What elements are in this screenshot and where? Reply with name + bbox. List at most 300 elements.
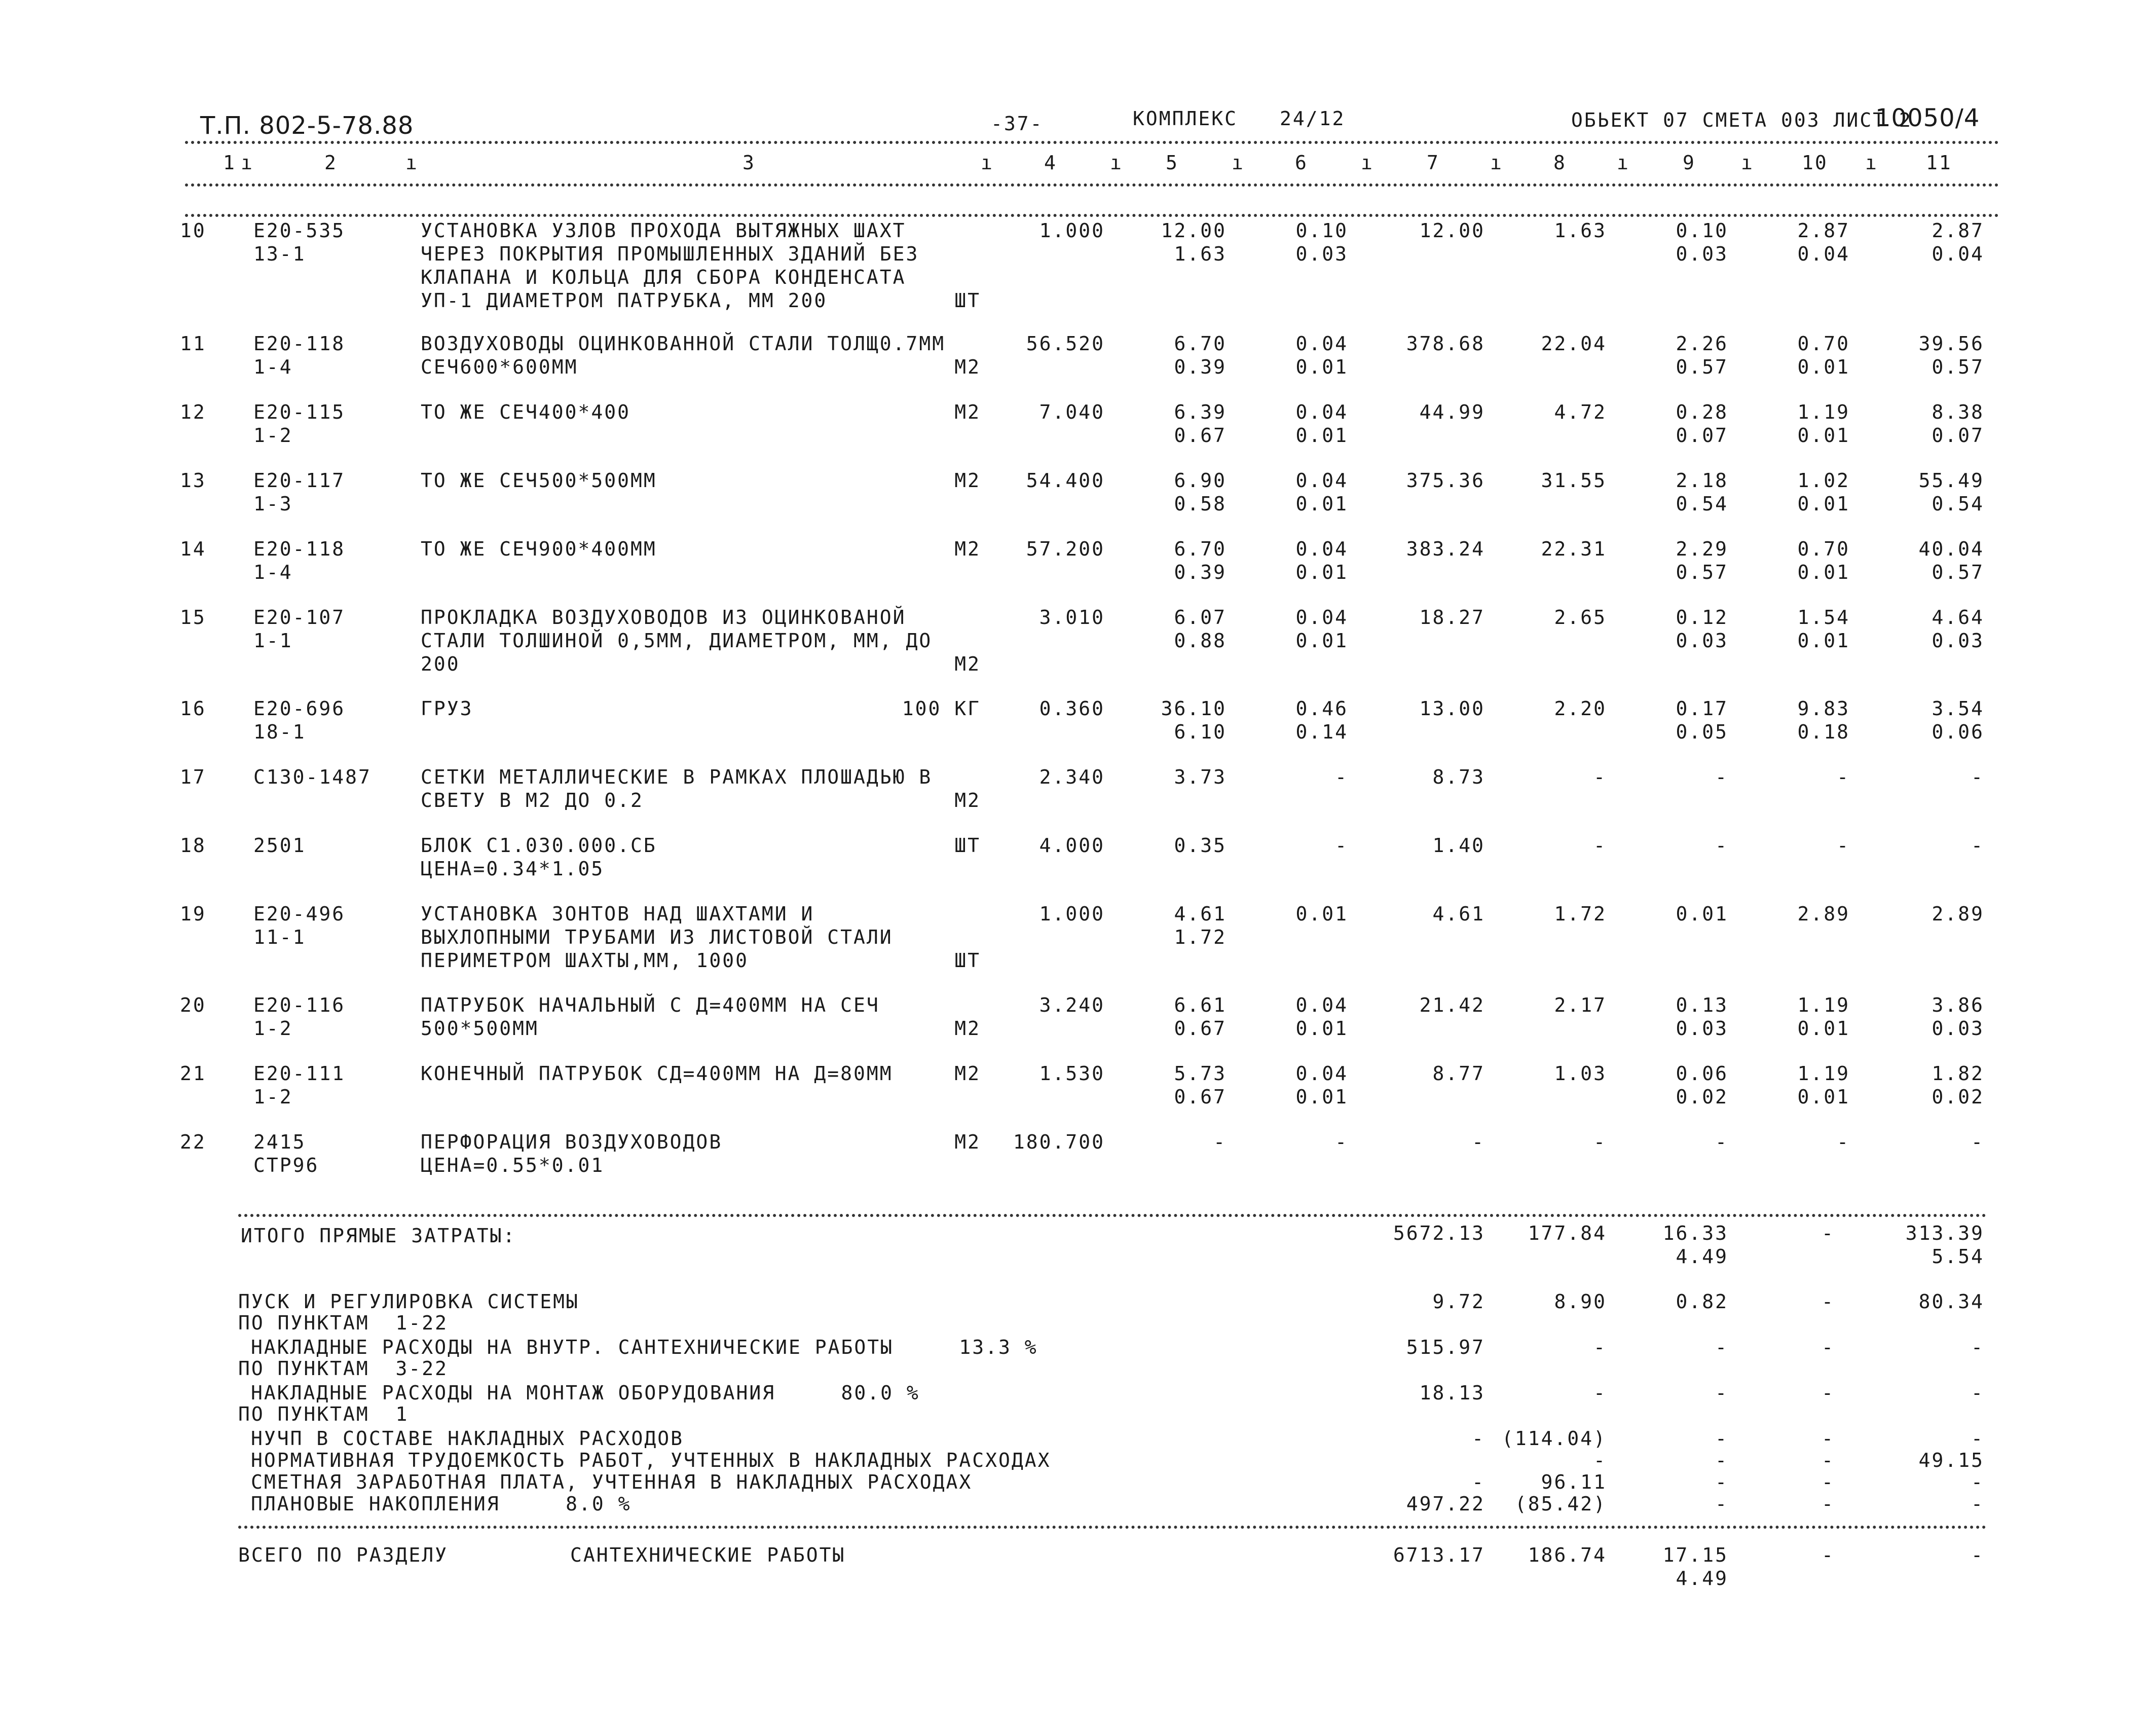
row-quantity: 180.700 [1013, 1131, 1105, 1153]
row-col5: 6.39 [1174, 401, 1227, 423]
row-col5: 6.70 [1174, 333, 1227, 355]
column-number: 3 [742, 152, 756, 174]
row-description: КЛАПАНА И КОЛЬЦА ДЛЯ СБОРА КОНДЕНСАТА [421, 266, 906, 288]
section-c10: - [1822, 1544, 1835, 1566]
row-subcode: 1-3 [253, 493, 293, 515]
row-col6: 0.10 [1295, 219, 1348, 242]
row-col11: 3.54 [1931, 697, 1984, 720]
row-col11: 0.57 [1931, 356, 1984, 378]
row-col11: 8.38 [1931, 401, 1984, 423]
row-col10: 1.19 [1797, 401, 1850, 423]
complex-value: 24/12 [1280, 107, 1346, 130]
row-col6: 0.46 [1295, 697, 1348, 720]
totals-line-c7: 515.97 [1406, 1336, 1485, 1358]
row-col8: 2.17 [1554, 994, 1607, 1016]
row-number: 21 [180, 1062, 206, 1085]
row-code: Е20-535 [253, 219, 346, 242]
row-col7: 8.77 [1432, 1062, 1485, 1085]
row-code: Е20-696 [253, 697, 346, 720]
row-col5: 0.35 [1174, 834, 1227, 857]
totals-line-scope: ПО ПУНКТАМ 1-22 [238, 1312, 449, 1334]
direct-costs-label: ИТОГО ПРЯМЫЕ ЗАТРАТЫ: [241, 1225, 516, 1247]
row-col6: 0.04 [1295, 1062, 1348, 1085]
column-number: 5 [1166, 152, 1179, 174]
row-col9: 0.57 [1676, 561, 1728, 583]
totals-line-c8: (114.04) [1501, 1427, 1607, 1450]
row-description: СЕЧ600*600ММ [421, 356, 578, 378]
direct-c11: 313.39 [1905, 1222, 1984, 1244]
row-col11: 0.06 [1931, 721, 1984, 743]
row-description: УСТАНОВКА ЗОНТОВ НАД ШАХТАМИ И [421, 903, 814, 925]
row-description: ГРУЗ [421, 697, 473, 720]
header-rule-bottom [185, 214, 1999, 217]
column-separator: ı [1110, 152, 1123, 174]
row-col10: 0.70 [1797, 538, 1850, 560]
row-col7: - [1472, 1131, 1485, 1153]
row-unit: ШТ [954, 289, 981, 312]
row-col5: 0.39 [1174, 356, 1227, 378]
row-subcode: 1-2 [253, 1017, 293, 1040]
totals-line-c9: 0.82 [1676, 1290, 1728, 1313]
row-col7: 12.00 [1419, 219, 1485, 242]
row-col11: 0.02 [1931, 1086, 1984, 1108]
totals-line-c9: - [1715, 1427, 1728, 1450]
row-col7: 378.68 [1406, 333, 1485, 355]
direct-c9b: 4.49 [1676, 1245, 1728, 1268]
row-description: СЕТКИ МЕТАЛЛИЧЕСКИЕ В РАМКАХ ПЛОШАДЬЮ В [421, 766, 933, 788]
section-total-name: САНТЕХНИЧЕСКИЕ РАБОТЫ [570, 1544, 846, 1566]
row-quantity: 1.530 [1039, 1062, 1105, 1085]
row-col6: 0.04 [1295, 333, 1348, 355]
row-description: УСТАНОВКА УЗЛОВ ПРОХОДА ВЫТЯЖНЫХ ШАХТ [421, 219, 906, 242]
totals-line-c8: 96.11 [1541, 1471, 1607, 1493]
row-col5: 6.61 [1174, 994, 1227, 1016]
row-col9: 0.54 [1676, 493, 1728, 515]
row-number: 13 [180, 469, 206, 492]
row-subcode: 1-2 [253, 424, 293, 447]
row-col7: 18.27 [1419, 606, 1485, 629]
row-number: 10 [180, 219, 206, 242]
row-col6: 0.01 [1295, 903, 1348, 925]
totals-line-c8: (85.42) [1514, 1493, 1607, 1515]
row-description: ПЕРИМЕТРОМ ШАХТЫ,ММ, 1000 [421, 949, 749, 972]
row-code: Е20-117 [253, 469, 346, 492]
row-col11: 39.56 [1918, 333, 1984, 355]
column-separator: ı [405, 152, 419, 174]
totals-line-label: НОРМАТИВНАЯ ТРУДОЕМКОСТЬ РАБОТ, УЧТЕННЫХ В НАКЛАДНЫХ РАСХОДАХ [251, 1449, 1051, 1471]
row-description: ВОЗДУХОВОДЫ ОЦИНКОВАННОЙ СТАЛИ ТОЛЩ0.7ММ [421, 333, 946, 355]
header-rule-mid [185, 183, 1999, 187]
row-col9: - [1715, 766, 1728, 788]
totals-line-c9: - [1715, 1471, 1728, 1493]
row-quantity: 3.010 [1039, 606, 1105, 629]
row-code: 2415 [253, 1131, 306, 1153]
row-code: Е20-496 [253, 903, 346, 925]
row-col5: 0.39 [1174, 561, 1227, 583]
row-col6: 0.01 [1295, 630, 1348, 652]
totals-line-c10: - [1822, 1336, 1835, 1358]
column-separator: ı [1741, 152, 1754, 174]
row-col7: 4.61 [1432, 903, 1485, 925]
row-col9: 0.06 [1676, 1062, 1728, 1085]
row-subcode: 18-1 [253, 721, 306, 743]
totals-rule [238, 1214, 1987, 1217]
row-number: 20 [180, 994, 206, 1016]
row-col9: 0.57 [1676, 356, 1728, 378]
column-separator: ı [1232, 152, 1245, 174]
totals-line-c8: 8.90 [1554, 1290, 1607, 1313]
totals-line-c10: - [1822, 1449, 1835, 1471]
row-subcode: СТР96 [253, 1154, 319, 1176]
row-col9: 2.18 [1676, 469, 1728, 492]
totals-line-label: НАКЛАДНЫЕ РАСХОДЫ НА МОНТАЖ ОБОРУДОВАНИЯ 80.0 % [251, 1382, 920, 1404]
totals-line-c7: 497.22 [1406, 1493, 1485, 1515]
row-col9: 0.28 [1676, 401, 1728, 423]
row-description: ВЫХЛОПНЫМИ ТРУБАМИ ИЗ ЛИСТОВОЙ СТАЛИ [421, 926, 893, 948]
row-col5: - [1213, 1131, 1227, 1153]
row-col5: 0.58 [1174, 493, 1227, 515]
row-col10: 0.70 [1797, 333, 1850, 355]
row-unit: М2 [954, 356, 981, 378]
row-quantity: 3.240 [1039, 994, 1105, 1016]
column-separator: ı [981, 152, 994, 174]
row-col7: 44.99 [1419, 401, 1485, 423]
row-quantity: 0.360 [1039, 697, 1105, 720]
row-col9: 0.03 [1676, 630, 1728, 652]
row-unit: М2 [954, 538, 981, 560]
column-separator: ı [1865, 152, 1878, 174]
doc-code: Т.П. 802-5-78.88 [200, 112, 414, 140]
totals-line-c11: 80.34 [1918, 1290, 1984, 1313]
row-col9: 0.07 [1676, 424, 1728, 447]
direct-c7: 5672.13 [1393, 1222, 1485, 1244]
row-col10: - [1837, 834, 1850, 857]
row-col11: 55.49 [1918, 469, 1984, 492]
row-description: УП-1 ДИАМЕТРОМ ПАТРУБКА, ММ 200 [421, 289, 828, 312]
totals-line-c9: - [1715, 1336, 1728, 1358]
totals-line-c10: - [1822, 1493, 1835, 1515]
row-quantity: 1.000 [1039, 219, 1105, 242]
row-col11: 0.03 [1931, 1017, 1984, 1040]
column-separator: ı [1361, 152, 1374, 174]
row-number: 19 [180, 903, 206, 925]
totals-line-scope: ПО ПУНКТАМ 1 [238, 1403, 409, 1425]
row-unit: ШТ [954, 834, 981, 857]
row-description: ПРОКЛАДКА ВОЗДУХОВОДОВ ИЗ ОЦИНКОВАНОЙ [421, 606, 906, 629]
totals-line-c9: - [1715, 1449, 1728, 1471]
row-col6: 0.01 [1295, 493, 1348, 515]
row-quantity: 57.200 [1026, 538, 1105, 560]
row-col6: - [1335, 1131, 1348, 1153]
row-subcode: 1-4 [253, 561, 293, 583]
row-col8: 2.20 [1554, 697, 1607, 720]
section-c9: 17.15 [1662, 1544, 1728, 1566]
row-col6: 0.04 [1295, 469, 1348, 492]
section-c7: 6713.17 [1393, 1544, 1485, 1566]
row-subcode: 11-1 [253, 926, 306, 948]
row-col10: 0.01 [1797, 561, 1850, 583]
row-description: КОНЕЧНЫЙ ПАТРУБОК СД=400ММ НА Д=80ММ [421, 1062, 893, 1085]
totals-line-c11: - [1971, 1336, 1984, 1358]
row-unit: М2 [954, 1131, 981, 1153]
row-col5: 1.63 [1174, 243, 1227, 265]
row-col5: 6.07 [1174, 606, 1227, 629]
row-col8: 31.55 [1541, 469, 1607, 492]
totals-line-c11: - [1971, 1382, 1984, 1404]
row-col8: 1.63 [1554, 219, 1607, 242]
row-subcode: 1-2 [253, 1086, 293, 1108]
row-col9: 0.17 [1676, 697, 1728, 720]
row-description: ТО ЖЕ СЕЧ500*500ММ [421, 469, 657, 492]
row-code: Е20-118 [253, 333, 346, 355]
row-col9: 2.26 [1676, 333, 1728, 355]
row-description: 200 [421, 653, 460, 675]
row-description: ПЕРФОРАЦИЯ ВОЗДУХОВОДОВ [421, 1131, 723, 1153]
row-col6: 0.04 [1295, 994, 1348, 1016]
row-col8: - [1593, 766, 1607, 788]
row-col6: 0.01 [1295, 1086, 1348, 1108]
row-description: СТАЛИ ТОЛШИНОЙ 0,5ММ, ДИАМЕТРОМ, ММ, ДО [421, 630, 933, 652]
row-col5: 6.90 [1174, 469, 1227, 492]
totals-line-c7: 18.13 [1419, 1382, 1485, 1404]
row-col11: 0.54 [1931, 493, 1984, 515]
row-unit: М2 [954, 789, 981, 811]
direct-c8: 177.84 [1528, 1222, 1607, 1244]
row-subcode: 1-1 [253, 630, 293, 652]
row-quantity: 1.000 [1039, 903, 1105, 925]
row-col6: 0.01 [1295, 356, 1348, 378]
row-col10: 1.19 [1797, 1062, 1850, 1085]
row-unit: М2 [954, 653, 981, 675]
row-col5: 5.73 [1174, 1062, 1227, 1085]
row-col5: 12.00 [1161, 219, 1227, 242]
row-col9: 0.03 [1676, 243, 1728, 265]
row-description: ТО ЖЕ СЕЧ900*400ММ [421, 538, 657, 560]
totals-line-label: НАКЛАДНЫЕ РАСХОДЫ НА ВНУТР. САНТЕХНИЧЕСКИЕ РАБОТЫ 13.3 % [251, 1336, 1038, 1358]
row-col9: 0.01 [1676, 903, 1728, 925]
row-col7: 8.73 [1432, 766, 1485, 788]
totals-line-c10: - [1822, 1471, 1835, 1493]
row-col10: 0.01 [1797, 1086, 1850, 1108]
row-col5: 4.61 [1174, 903, 1227, 925]
row-description: ПАТРУБОК НАЧАЛЬНЫЙ С Д=400ММ НА СЕЧ [421, 994, 880, 1016]
row-col11: 0.07 [1931, 424, 1984, 447]
row-description: ЧЕРЕЗ ПОКРЫТИЯ ПРОМЫШЛЕННЫХ ЗДАНИЙ БЕЗ [421, 243, 919, 265]
row-number: 16 [180, 697, 206, 720]
row-unit: М2 [954, 401, 981, 423]
row-col9: 0.10 [1676, 219, 1728, 242]
row-col10: 0.01 [1797, 424, 1850, 447]
totals-line-label: НУЧП В СОСТАВЕ НАКЛАДНЫХ РАСХОДОВ [251, 1427, 684, 1450]
row-col10: - [1837, 766, 1850, 788]
row-unit: 100 КГ [902, 697, 981, 720]
section-rule [238, 1526, 1987, 1529]
column-number: 10 [1802, 152, 1828, 174]
row-col7: 375.36 [1406, 469, 1485, 492]
row-col5: 0.67 [1174, 424, 1227, 447]
row-col11: 0.04 [1931, 243, 1984, 265]
row-col8: 1.03 [1554, 1062, 1607, 1085]
totals-line-label: ПУСК И РЕГУЛИРОВКА СИСТЕМЫ [238, 1290, 579, 1313]
column-separator: ı [241, 152, 254, 174]
row-col9: - [1715, 1131, 1728, 1153]
row-col10: 1.19 [1797, 994, 1850, 1016]
direct-c9: 16.33 [1662, 1222, 1728, 1244]
totals-line-c11: - [1971, 1471, 1984, 1493]
row-col10: 1.54 [1797, 606, 1850, 629]
row-col8: - [1593, 1131, 1607, 1153]
direct-c10: - [1822, 1222, 1835, 1244]
header-rule-top [185, 141, 1999, 144]
row-col10: 2.89 [1797, 903, 1850, 925]
totals-line-label: ПЛАНОВЫЕ НАКОПЛЕНИЯ 8.0 % [251, 1493, 631, 1515]
row-quantity: 4.000 [1039, 834, 1105, 857]
row-col6: 0.04 [1295, 401, 1348, 423]
section-c8: 186.74 [1528, 1544, 1607, 1566]
row-number: 11 [180, 333, 206, 355]
row-col11: - [1971, 834, 1984, 857]
row-description: СВЕТУ В М2 ДО 0.2 [421, 789, 644, 811]
row-col8: 2.65 [1554, 606, 1607, 629]
row-col10: 1.02 [1797, 469, 1850, 492]
row-unit: ШТ [954, 949, 981, 972]
row-quantity: 7.040 [1039, 401, 1105, 423]
column-number: 2 [324, 152, 338, 174]
row-code: 2501 [253, 834, 306, 857]
row-col10: 0.04 [1797, 243, 1850, 265]
row-col8: 22.04 [1541, 333, 1607, 355]
row-col10: 0.01 [1797, 1017, 1850, 1040]
row-col11: 4.64 [1931, 606, 1984, 629]
row-col9: - [1715, 834, 1728, 857]
row-col9: 0.02 [1676, 1086, 1728, 1108]
row-col11: 2.87 [1931, 219, 1984, 242]
totals-line-c9: - [1715, 1493, 1728, 1515]
row-col5: 0.67 [1174, 1086, 1227, 1108]
row-col10: 0.01 [1797, 630, 1850, 652]
totals-line-label: СМЕТНАЯ ЗАРАБОТНАЯ ПЛАТА, УЧТЕННАЯ В НАКЛАДНЫХ РАСХОДАХ [251, 1471, 973, 1493]
row-col11: 0.03 [1931, 630, 1984, 652]
row-col8: 1.72 [1554, 903, 1607, 925]
row-col6: 0.03 [1295, 243, 1348, 265]
row-col5: 3.73 [1174, 766, 1227, 788]
row-col6: 0.04 [1295, 538, 1348, 560]
row-col7: 21.42 [1419, 994, 1485, 1016]
row-col6: 0.14 [1295, 721, 1348, 743]
row-col6: 0.01 [1295, 424, 1348, 447]
section-total-label: ВСЕГО ПО РАЗДЕЛУ [238, 1544, 449, 1566]
column-number: 4 [1044, 152, 1057, 174]
row-quantity: 2.340 [1039, 766, 1105, 788]
totals-line-c11: - [1971, 1493, 1984, 1515]
totals-line-c8: - [1593, 1382, 1607, 1404]
totals-line-c7: - [1472, 1427, 1485, 1450]
row-code: Е20-111 [253, 1062, 346, 1085]
row-unit: М2 [954, 1017, 981, 1040]
row-col5: 0.88 [1174, 630, 1227, 652]
row-col10: 0.18 [1797, 721, 1850, 743]
row-number: 17 [180, 766, 206, 788]
row-quantity: 54.400 [1026, 469, 1105, 492]
column-separator: ı [1490, 152, 1503, 174]
row-col9: 0.13 [1676, 994, 1728, 1016]
totals-line-scope: ПО ПУНКТАМ 3-22 [238, 1357, 449, 1380]
totals-line-c7: 9.72 [1432, 1290, 1485, 1313]
row-description: ЦЕНА=0.34*1.05 [421, 858, 605, 880]
row-col5: 0.67 [1174, 1017, 1227, 1040]
column-number: 11 [1926, 152, 1952, 174]
totals-line-c11: 49.15 [1918, 1449, 1984, 1471]
row-col8: 22.31 [1541, 538, 1607, 560]
totals-line-c11: - [1971, 1427, 1984, 1450]
row-description: 500*500ММ [421, 1017, 539, 1040]
row-code: С130-1487 [253, 766, 371, 788]
totals-line-c10: - [1822, 1290, 1835, 1313]
row-col6: 0.01 [1295, 1017, 1348, 1040]
row-col6: - [1335, 766, 1348, 788]
row-col11: 2.89 [1931, 903, 1984, 925]
direct-c11b: 5.54 [1931, 1245, 1984, 1268]
column-number: 6 [1295, 152, 1308, 174]
row-col11: 1.82 [1931, 1062, 1984, 1085]
row-code: Е20-118 [253, 538, 346, 560]
row-col6: 0.04 [1295, 606, 1348, 629]
row-description: БЛОК С1.030.000.СБ [421, 834, 657, 857]
row-col10: 0.01 [1797, 493, 1850, 515]
row-col10: 2.87 [1797, 219, 1850, 242]
row-unit: М2 [954, 469, 981, 492]
row-code: Е20-107 [253, 606, 346, 629]
row-subcode: 1-4 [253, 356, 293, 378]
row-col10: 0.01 [1797, 356, 1850, 378]
totals-line-c10: - [1822, 1382, 1835, 1404]
section-c9b: 4.49 [1676, 1567, 1728, 1590]
row-number: 12 [180, 401, 206, 423]
column-separator: ı [1617, 152, 1630, 174]
column-number: 7 [1427, 152, 1440, 174]
row-col11: 40.04 [1918, 538, 1984, 560]
page-number: -37- [991, 113, 1044, 135]
row-quantity: 56.520 [1026, 333, 1105, 355]
row-col11: 3.86 [1931, 994, 1984, 1016]
row-col9: 0.03 [1676, 1017, 1728, 1040]
totals-line-c8: - [1593, 1336, 1607, 1358]
row-description: ТО ЖЕ СЕЧ400*400 [421, 401, 631, 423]
row-col5: 36.10 [1161, 697, 1227, 720]
totals-line-c8: - [1593, 1449, 1607, 1471]
row-col7: 383.24 [1406, 538, 1485, 560]
section-c11: - [1971, 1544, 1984, 1566]
row-col6: - [1335, 834, 1348, 857]
row-unit: М2 [954, 1062, 981, 1085]
column-number: 9 [1683, 152, 1696, 174]
row-col8: 4.72 [1554, 401, 1607, 423]
row-description: ЦЕНА=0.55*0.01 [421, 1154, 605, 1176]
row-number: 18 [180, 834, 206, 857]
totals-line-c7: - [1472, 1471, 1485, 1493]
totals-line-c9: - [1715, 1382, 1728, 1404]
column-number: 8 [1553, 152, 1567, 174]
row-col5: 1.72 [1174, 926, 1227, 948]
row-number: 15 [180, 606, 206, 629]
row-subcode: 13-1 [253, 243, 306, 265]
row-col7: 13.00 [1419, 697, 1485, 720]
sheet-code: 10050/4 [1875, 104, 1980, 132]
column-number: 1 [223, 152, 236, 174]
row-col10: 9.83 [1797, 697, 1850, 720]
row-number: 14 [180, 538, 206, 560]
complex-label: КОМПЛЕКС [1133, 107, 1238, 130]
